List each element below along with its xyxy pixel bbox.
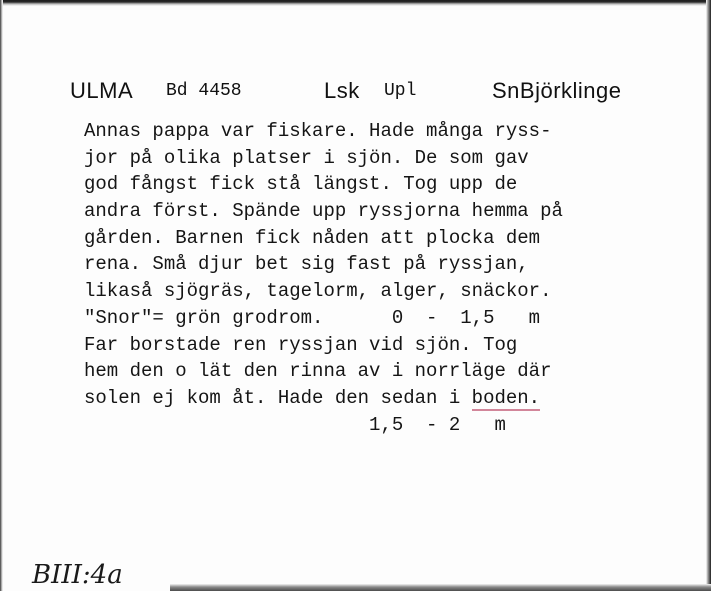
archive-code: ULMA: [70, 78, 134, 103]
text-line: andra först. Spände upp ryssjorna hemma på: [84, 200, 563, 223]
typed-record-text: [84, 118, 674, 438]
text-line-start: solen ej kom åt. Hade den sedan i: [84, 386, 472, 409]
underlined-word: boden.: [471, 386, 541, 409]
text-line: Far borstade ren ryssjan vid sjön. Tog: [84, 333, 518, 356]
socken-name: SnBjörklinge: [492, 78, 622, 103]
card-left-edge: [0, 0, 3, 591]
text-line: rena. Små djur bet sig fast på ryssjan,: [84, 253, 529, 276]
text-line: "Snor"= grön grodrom. 0 - 1,5 m: [84, 306, 541, 329]
card-header: [70, 76, 670, 106]
text-line: likaså sjögräs, tagelorm, alger, snäckor.: [84, 280, 552, 303]
landskap-value: Upl: [384, 81, 417, 101]
handwritten-archive-mark: BIII:4a: [32, 560, 123, 590]
text-line: Annas pappa var fiskare. Hade många ryss-: [84, 120, 552, 142]
text-line: god fångst fick stå längst. Tog upp de: [84, 173, 518, 196]
text-line: hem den o lät den rinna av i norrläge där: [84, 360, 552, 383]
catalog-number: Bd 4458: [166, 81, 242, 101]
text-line: jor på olika platser i sjön. De som gav: [84, 146, 529, 169]
card-top-edge: [0, 0, 711, 6]
text-line: gården. Barnen fick nåden att plocka dem: [84, 226, 541, 249]
landskap-label: Lsk: [324, 78, 360, 103]
depth-range-line: 1,5 - 2 m: [84, 413, 506, 436]
text-line: [84, 385, 674, 412]
card-right-edge: [706, 0, 711, 591]
card-bottom-edge: [170, 584, 711, 591]
